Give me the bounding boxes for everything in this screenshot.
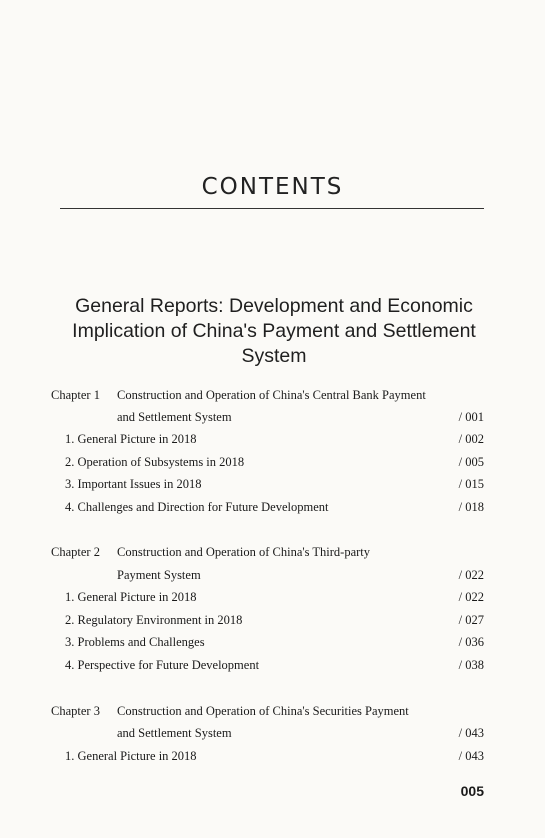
chapter-title: Construction and Operation of China's Securities Payment (117, 704, 409, 718)
chapter-number: Chapter 3 (51, 704, 100, 718)
section-entry[interactable]: 4. Perspective for Future Development (65, 658, 260, 672)
page-number: / 015 (458, 477, 484, 491)
section-entry[interactable]: 2. Regulatory Environment in 2018 (65, 613, 243, 627)
section-entry[interactable]: 3. Problems and Challenges (65, 635, 205, 649)
part-title-line: Implication of China's Payment and Settlement (72, 320, 476, 342)
page-number: / 018 (458, 500, 484, 514)
page-number: / 043 (458, 726, 484, 740)
page-number: / 005 (458, 455, 484, 469)
section-entry[interactable]: 1. General Picture in 2018 (65, 590, 197, 604)
chapter-heading[interactable] (51, 542, 370, 562)
page-number: / 001 (458, 410, 484, 424)
page-number: / 022 (458, 590, 484, 604)
folio-page-number: 005 (460, 783, 484, 799)
page-number: / 043 (458, 749, 484, 763)
section-entry[interactable]: 1. General Picture in 2018 (65, 749, 197, 763)
part-title-line: System (241, 345, 307, 367)
page-heading: CONTENTS (201, 174, 344, 200)
page-number: / 002 (458, 432, 484, 446)
section-entry[interactable]: 2. Operation of Subsystems in 2018 (65, 455, 245, 469)
section-entry[interactable]: 1. General Picture in 2018 (65, 432, 197, 446)
section-entry[interactable]: 3. Important Issues in 2018 (65, 477, 202, 491)
page-number: / 022 (458, 568, 484, 582)
part-title-line: General Reports: Development and Economic (75, 295, 473, 317)
chapter-heading[interactable] (51, 385, 426, 405)
chapter-title-continued[interactable]: and Settlement System (117, 726, 232, 740)
chapter-number: Chapter 2 (51, 545, 100, 559)
section-entry[interactable]: 4. Challenges and Direction for Future Development (65, 500, 329, 514)
page-number: / 036 (458, 635, 484, 649)
chapter-title: Construction and Operation of China's Central Bank Payment (117, 388, 426, 402)
chapter-heading[interactable] (51, 701, 409, 721)
chapter-number: Chapter 1 (51, 388, 100, 402)
chapter-title-continued[interactable]: and Settlement System (117, 410, 232, 424)
page-number: / 027 (458, 613, 484, 627)
chapter-title: Construction and Operation of China's Third-party (117, 545, 371, 559)
chapter-title-continued[interactable]: Payment System (117, 568, 201, 582)
page-number: / 038 (458, 658, 484, 672)
